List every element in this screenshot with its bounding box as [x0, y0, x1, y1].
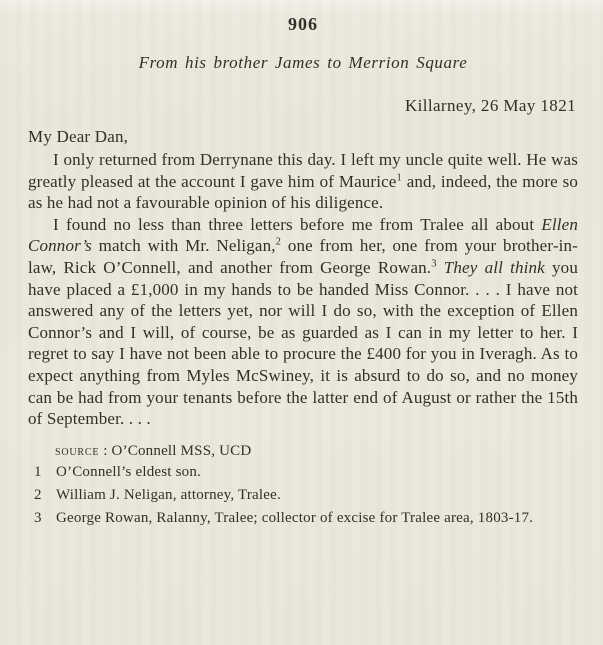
footnote-text: William J. Neligan, attorney, Tralee.: [56, 486, 281, 503]
footnote-number: 1: [34, 463, 42, 480]
letter-number: 906: [288, 14, 318, 34]
footnotes: [28, 461, 578, 530]
salutation: My Dear Dan,: [28, 127, 129, 146]
text-run: I found no less than three letters before me from Tralee all about: [53, 214, 542, 234]
footnote-text: O’Connell’s eldest son.: [56, 463, 202, 480]
footnote-text: George Rowan, Ralanny, Tralee; collector of excise for Tralee area, 1803-17.: [56, 509, 534, 526]
footnote: [28, 484, 578, 507]
source-line: [28, 443, 578, 460]
text-run: [437, 258, 444, 277]
footnote-number: 3: [34, 509, 42, 526]
text-run: one from her, one from your brother-in-law, Rick O’Connell, and another from George Rowan.: [28, 236, 578, 277]
footnote-marker: 2: [275, 236, 282, 248]
dateline: Killarney, 26 May 1821: [404, 96, 576, 115]
source-label: source: [55, 443, 100, 459]
letter-paragraph: [28, 214, 578, 430]
italic-phrase: They all think: [443, 257, 545, 277]
text-run: match with Mr. Neligan,: [91, 236, 276, 256]
letter-heading: From his brother James to Merrion Square: [138, 53, 468, 72]
letter-paragraph: [28, 149, 578, 214]
footnote-marker: 3: [431, 258, 437, 270]
text-run: and, indeed, the more so as he had not a favourable opinion of his diligence.: [28, 171, 578, 213]
footnote-number: 2: [34, 486, 42, 503]
footnote-marker: 1: [396, 171, 402, 183]
letter-body: [28, 149, 578, 430]
italic-phrase: Ellen Connor’s: [28, 214, 578, 256]
footnote: [28, 507, 578, 530]
text-run: I only returned from Derrynane this day. I left my uncle quite well. He was greatly pleased at the account I gave him of Maurice: [28, 150, 578, 191]
text-run: you have placed a £1,000 in my hands to be handed Miss Connor. . . . I have not answered any of the letters yet, nor will I do so, with the exception of Ellen Connor’s and I will, of course, be as guarded as I can in my letter to her. I regret to say I have not been able to procure the £400 for you in Iveragh. As to expect anything from Myles McSwiney, it is absurd to do so, and no money can be had from your tenants before the latter end of August or rather the 15th of September. . . .: [28, 257, 578, 429]
footnote: [28, 461, 578, 484]
source-text: : O’Connell MSS, UCD: [99, 442, 252, 459]
